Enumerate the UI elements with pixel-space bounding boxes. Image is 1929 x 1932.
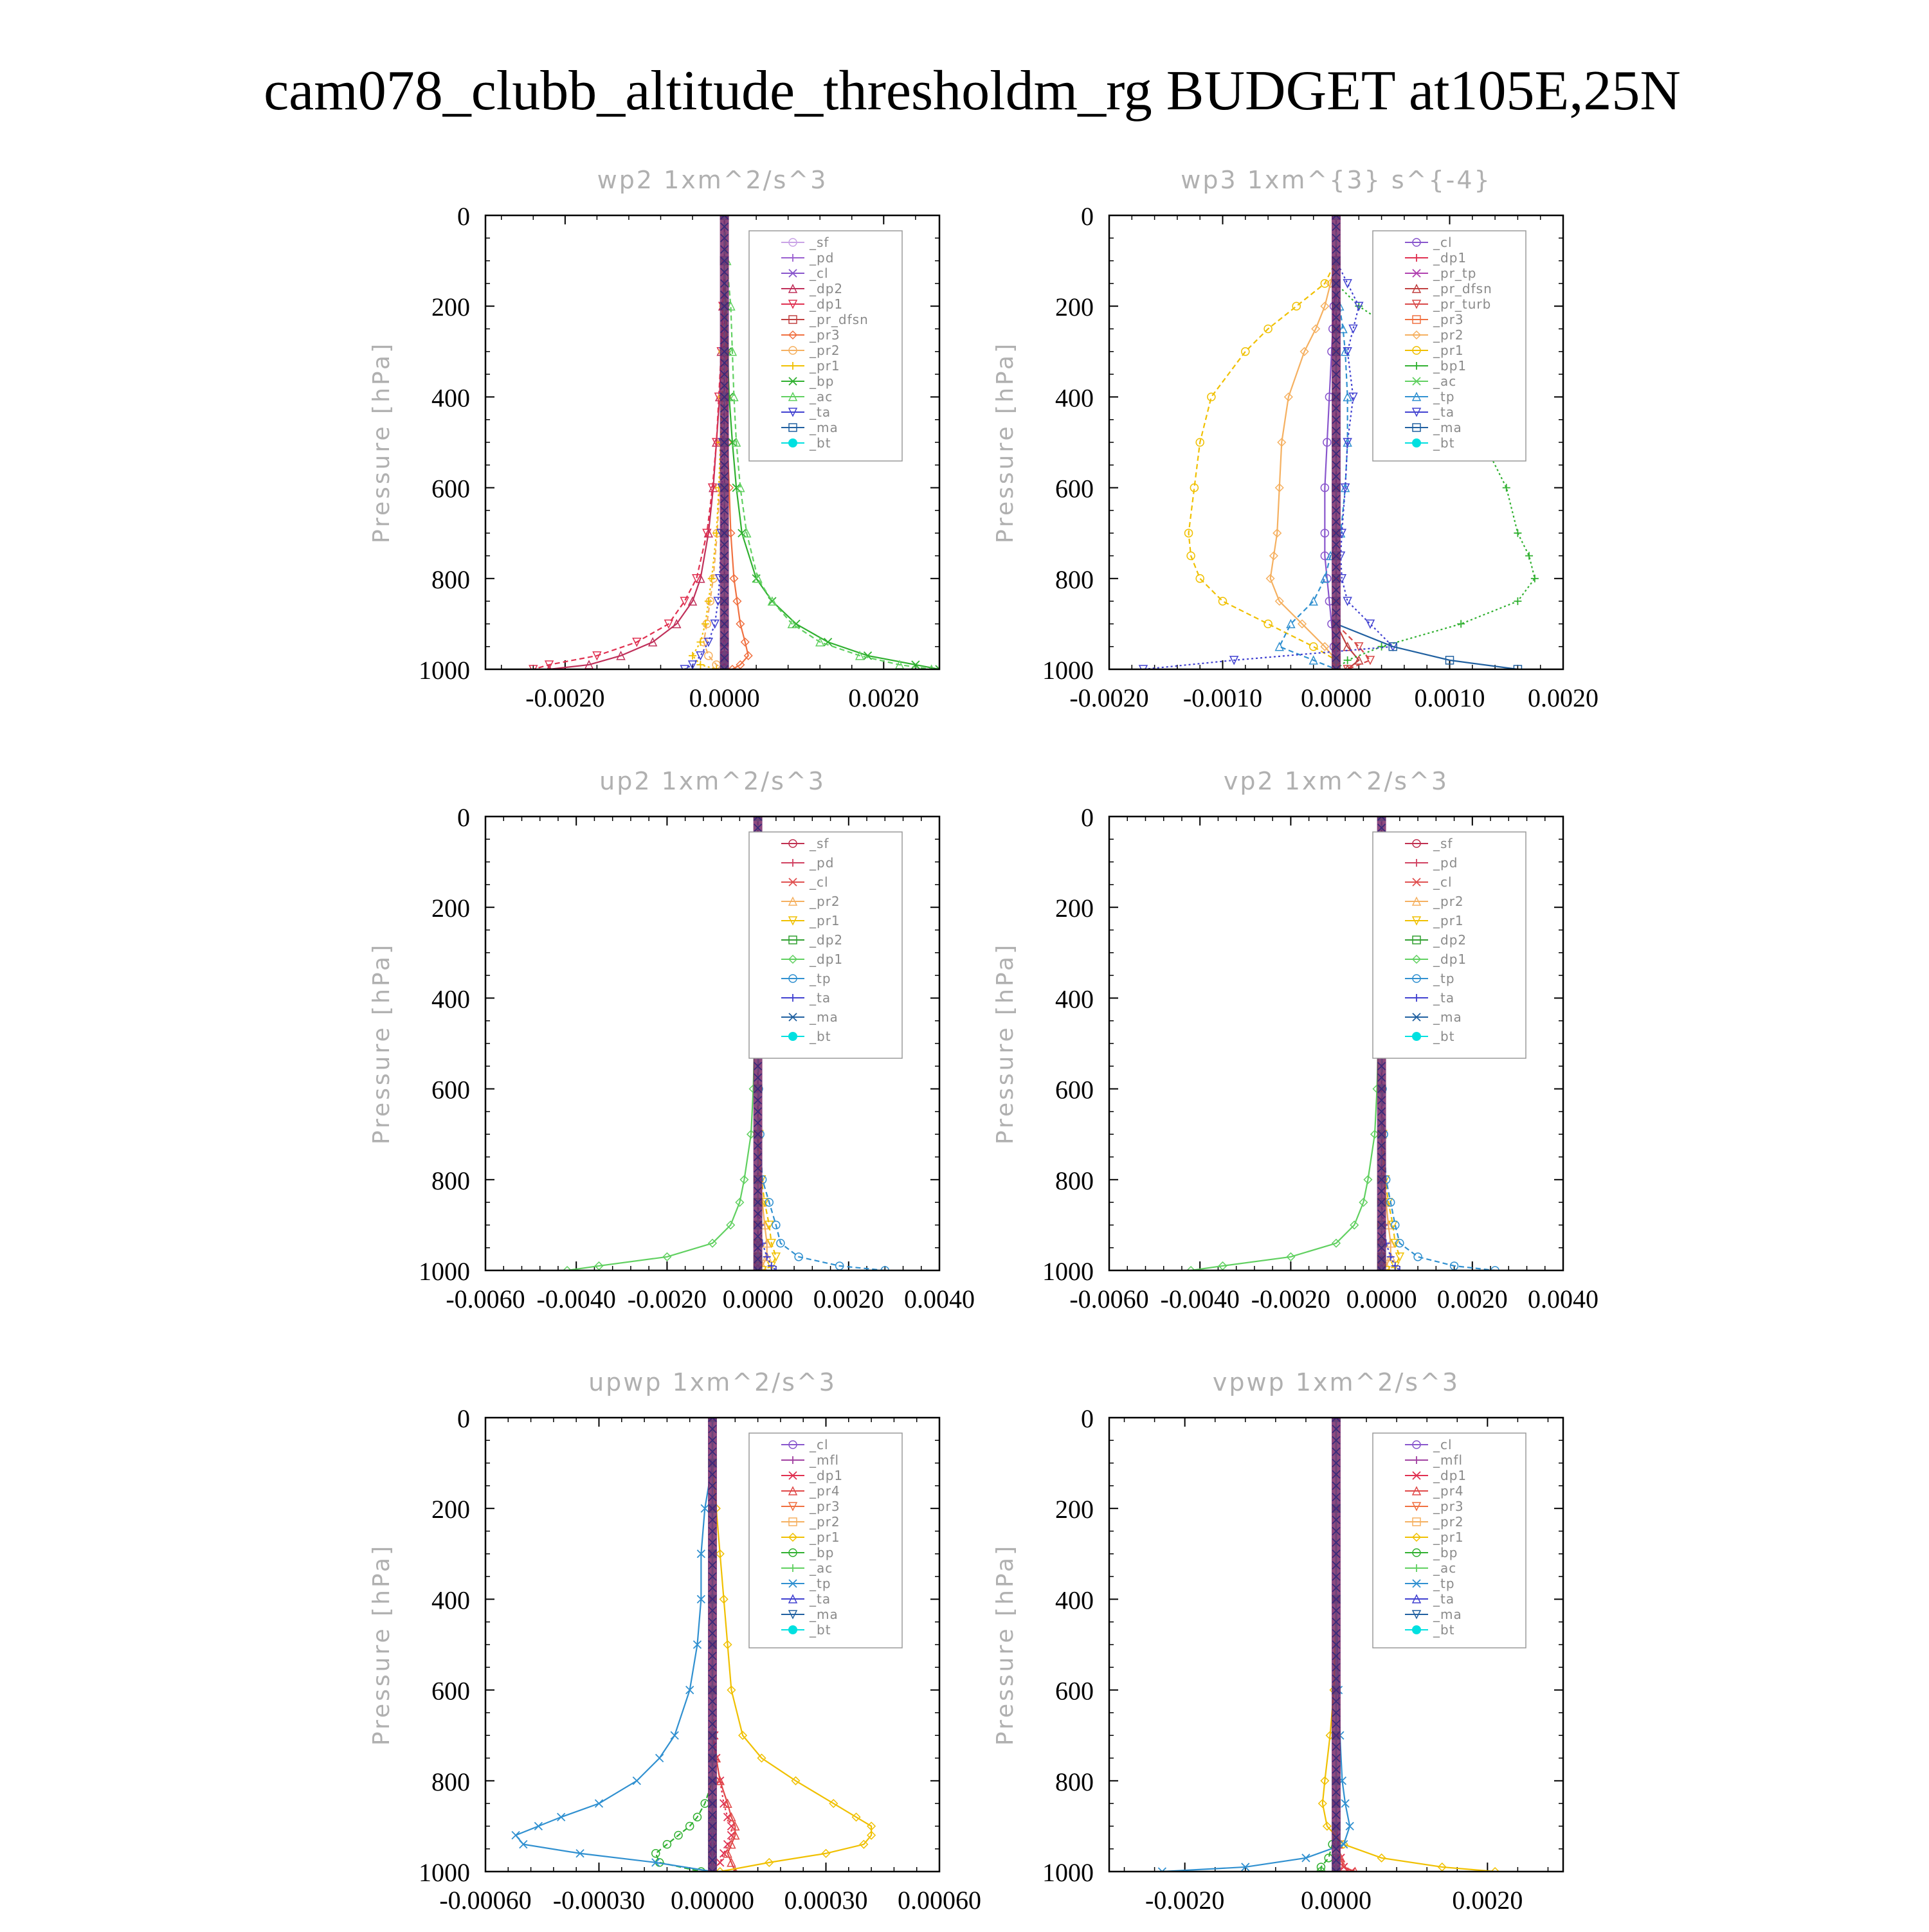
series-line-pr1 (1189, 215, 1336, 669)
legend-label: _ma (1433, 1009, 1462, 1025)
x-tick-label: -0.0020 (525, 683, 605, 712)
data-point (1514, 529, 1521, 537)
x-tick-label: 0.00030 (784, 1886, 868, 1915)
legend-label: _bp1 (1433, 358, 1467, 374)
legend-label: _pr3 (810, 1499, 840, 1514)
data-point (1531, 575, 1539, 582)
data-point (702, 620, 709, 627)
y-tick-label: 1000 (419, 1257, 470, 1286)
data-point (1325, 1854, 1332, 1862)
legend-label: _tp (1433, 389, 1455, 404)
series-line-pr_turb (1336, 215, 1370, 669)
data-point (1525, 552, 1533, 560)
x-tick-label: 0.00000 (671, 1886, 754, 1915)
legend-label: _dp2 (1433, 932, 1467, 948)
chart-panel-2 (992, 166, 1598, 712)
legend-label: _pr4 (1433, 1483, 1464, 1499)
y-tick-label: 400 (1055, 383, 1094, 413)
legend-label: _tp (810, 971, 831, 986)
legend-label: _dp1 (1433, 250, 1467, 266)
legend-label: _pr2 (810, 1514, 840, 1530)
y-axis-label: Pressure [hPa] (992, 1543, 1019, 1746)
legend (749, 832, 902, 1058)
x-tick-label: 0.0020 (848, 683, 919, 712)
x-tick-label: -0.0020 (1145, 1886, 1225, 1915)
legend-label: _pr2 (810, 343, 840, 358)
x-tick-label: -0.00030 (552, 1886, 646, 1915)
legend-label: _sf (1433, 836, 1453, 851)
panel-title: vpwp 1xm^2/s^3 (1212, 1368, 1460, 1396)
chart-panel-1 (368, 166, 943, 712)
x-tick-label: -0.0020 (1069, 683, 1149, 712)
legend-label: _pr_dfsn (810, 312, 869, 327)
legend (1373, 1433, 1526, 1648)
legend (1373, 832, 1526, 1058)
legend-label: _pr1 (1433, 913, 1464, 928)
y-axis-label: Pressure [hPa] (368, 942, 395, 1145)
legend-label: _pd (810, 250, 835, 266)
data-point (534, 1822, 542, 1830)
data-point (696, 652, 704, 660)
data-point (696, 638, 704, 646)
y-tick-label: 600 (1055, 1075, 1094, 1105)
y-tick-label: 0 (457, 803, 470, 832)
data-point (716, 1859, 724, 1866)
legend-label: _pr2 (810, 894, 840, 909)
y-tick-label: 200 (1055, 293, 1094, 322)
legend-label: _ac (810, 389, 833, 404)
data-point (1292, 302, 1300, 310)
legend-label: _bp (1433, 1545, 1458, 1560)
y-tick-label: 400 (431, 984, 470, 1014)
chart-panel-3 (368, 767, 975, 1314)
x-tick-label: -0.0060 (1069, 1285, 1149, 1314)
data-point (1396, 1253, 1404, 1261)
legend (1373, 231, 1526, 461)
x-tick-label: 0.0000 (722, 1285, 793, 1314)
y-tick-label: 400 (431, 383, 470, 413)
chart-panel-5 (368, 1368, 981, 1915)
chart-panel-4 (992, 767, 1598, 1314)
legend-label: _sf (810, 235, 829, 250)
y-tick-label: 0 (457, 1404, 470, 1433)
chart-panel-6 (992, 1368, 1563, 1915)
y-tick-label: 600 (431, 1075, 470, 1105)
legend-label: _tp (1433, 971, 1455, 986)
data-point (708, 575, 716, 582)
figure-title: cam078_clubb_altitude_thresholdm_rg BUDGET at105E,25N (264, 60, 1681, 122)
x-tick-label: 0.0020 (1452, 1886, 1523, 1915)
data-point (1457, 620, 1465, 627)
legend-label: _ta (1433, 404, 1455, 420)
y-axis-label: Pressure [hPa] (992, 942, 1019, 1145)
x-tick-label: -0.0010 (1182, 683, 1263, 712)
y-tick-label: 200 (431, 1495, 470, 1524)
legend-marker (1412, 438, 1421, 447)
y-axis-label: Pressure [hPa] (368, 341, 395, 544)
legend-label: _bt (810, 1622, 831, 1638)
y-tick-label: 1000 (419, 1858, 470, 1887)
x-tick-label: 0.0020 (1528, 683, 1598, 712)
y-tick-label: 1000 (419, 656, 470, 685)
y-tick-label: 600 (431, 1676, 470, 1706)
legend-label: _dp1 (810, 952, 844, 967)
legend-label: _pr2 (1433, 894, 1464, 909)
x-tick-label: 0.0020 (1436, 1285, 1508, 1314)
legend-label: _dp1 (1433, 952, 1467, 967)
y-tick-label: 600 (1055, 1676, 1094, 1706)
legend-label: _cl (810, 874, 829, 890)
series-line-dp1 (533, 215, 724, 669)
legend-label: _dp1 (810, 296, 844, 312)
legend-label: _ma (810, 1009, 838, 1025)
legend-label: _ac (810, 1560, 833, 1576)
legend-label: _pd (1433, 855, 1458, 871)
legend-label: _pr_dfsn (1433, 281, 1492, 296)
legend-label: _ac (1433, 374, 1457, 389)
legend-label: _pr2 (1433, 1514, 1464, 1530)
legend-label: _tp (810, 1576, 831, 1591)
y-tick-label: 200 (431, 293, 470, 322)
y-tick-label: 0 (1081, 202, 1094, 231)
series-line-dp1 (1191, 817, 1382, 1270)
y-tick-label: 800 (1055, 1166, 1094, 1195)
x-tick-label: 0.0000 (1301, 1886, 1372, 1915)
series-line-tp (1162, 1418, 1350, 1872)
x-tick-label: -0.0020 (627, 1285, 707, 1314)
y-tick-label: 400 (1055, 1585, 1094, 1615)
data-point (1503, 484, 1510, 492)
y-tick-label: 1000 (1042, 1257, 1094, 1286)
legend-label: _bt (810, 1029, 831, 1044)
legend-label: _ta (1433, 990, 1455, 1006)
legend-label: _cl (1433, 235, 1453, 250)
y-tick-label: 800 (431, 564, 470, 594)
legend-label: _dp1 (810, 1468, 844, 1483)
series-line-tp (516, 1418, 712, 1872)
y-tick-label: 600 (1055, 474, 1094, 503)
x-tick-label: 0.0010 (1414, 683, 1485, 712)
x-tick-label: 0.0040 (904, 1285, 975, 1314)
x-tick-label: -0.00060 (439, 1886, 532, 1915)
data-point (512, 1832, 520, 1839)
data-point (1344, 280, 1352, 287)
data-point (671, 1731, 678, 1739)
data-point (1264, 620, 1272, 627)
data-point (557, 1813, 565, 1821)
x-tick-label: -0.0060 (446, 1285, 525, 1314)
panel-title: wp3 1xm^{3} s^{-4} (1181, 166, 1492, 194)
legend-label: _bt (810, 435, 831, 451)
legend-label: _cl (810, 1437, 829, 1452)
legend-label: _mfl (1433, 1452, 1463, 1468)
legend-label: _ma (1433, 420, 1462, 435)
series-line-bp (656, 1418, 712, 1872)
data-point (595, 1800, 603, 1807)
data-point (705, 652, 712, 660)
series-line-dp1 (567, 817, 758, 1270)
legend-label: _bt (1433, 435, 1455, 451)
legend-label: _pr2 (1433, 327, 1464, 343)
x-tick-label: -0.0040 (536, 1285, 616, 1314)
legend (749, 1433, 902, 1648)
x-tick-label: 0.0000 (1301, 683, 1372, 712)
legend-label: _dp1 (1433, 1468, 1467, 1483)
data-point (652, 1850, 660, 1857)
legend-label: _pr_tp (1433, 266, 1477, 281)
x-tick-label: 0.0020 (813, 1285, 884, 1314)
series-line-ta (1143, 215, 1393, 669)
data-point (633, 1777, 640, 1785)
data-point (1340, 1841, 1348, 1848)
y-tick-label: 200 (431, 894, 470, 923)
y-tick-label: 200 (1055, 894, 1094, 923)
x-tick-label: 0.0000 (1346, 1285, 1417, 1314)
y-tick-label: 800 (431, 1166, 470, 1195)
legend (749, 231, 902, 461)
y-tick-label: 400 (431, 1585, 470, 1615)
legend-marker (1412, 1032, 1421, 1041)
legend-label: _pr1 (810, 1530, 840, 1545)
data-point (1366, 620, 1374, 627)
legend-marker (788, 438, 797, 447)
legend-label: _pr1 (1433, 1530, 1464, 1545)
data-point (689, 652, 696, 660)
legend-label: _ta (810, 990, 831, 1006)
legend-label: _ma (810, 420, 838, 435)
legend-label: _cl (1433, 874, 1453, 890)
legend-marker (788, 1032, 797, 1041)
legend-label: _ta (810, 1591, 831, 1607)
legend-label: _ac (1433, 1560, 1457, 1576)
y-axis-label: Pressure [hPa] (992, 341, 1019, 544)
legend-label: _dp2 (810, 281, 844, 296)
legend-label: _pr1 (1433, 343, 1464, 358)
y-tick-label: 200 (1055, 1495, 1094, 1524)
y-tick-label: 0 (457, 202, 470, 231)
legend-label: _ta (1433, 1591, 1455, 1607)
legend-label: _pr_turb (1433, 296, 1492, 312)
legend-label: _pr1 (810, 358, 840, 374)
x-tick-label: 0.0040 (1528, 1285, 1598, 1314)
legend-label: _bt (1433, 1029, 1455, 1044)
legend-label: _ma (810, 1607, 838, 1622)
legend-label: _pr4 (810, 1483, 840, 1499)
legend-label: _ta (810, 404, 831, 420)
data-point (1387, 1253, 1395, 1261)
legend-label: _sf (810, 836, 829, 851)
panel-title: upwp 1xm^2/s^3 (588, 1368, 837, 1396)
data-point (1310, 643, 1318, 651)
data-point (772, 1253, 780, 1261)
data-point (763, 1253, 771, 1261)
y-tick-label: 0 (1081, 1404, 1094, 1433)
legend-label: _dp2 (810, 932, 844, 948)
y-tick-label: 0 (1081, 803, 1094, 832)
legend-marker (1412, 1625, 1421, 1634)
y-axis-label: Pressure [hPa] (368, 1543, 395, 1746)
legend-label: _pr1 (810, 913, 840, 928)
y-tick-label: 1000 (1042, 1858, 1094, 1887)
legend-label: _mfl (810, 1452, 840, 1468)
data-point (696, 661, 704, 669)
x-tick-label: -0.0020 (1251, 1285, 1331, 1314)
y-tick-label: 800 (1055, 564, 1094, 594)
legend-label: _bp (810, 374, 835, 389)
legend-label: _bt (1433, 1622, 1455, 1638)
data-point (1276, 643, 1283, 651)
x-tick-label: 0.00060 (898, 1886, 981, 1915)
legend-label: _tp (1433, 1576, 1455, 1591)
y-tick-label: 800 (1055, 1767, 1094, 1796)
legend-label: _cl (1433, 1437, 1453, 1452)
legend-marker (788, 1625, 797, 1634)
x-tick-label: 0.0000 (689, 683, 760, 712)
panel-title: vp2 1xm^2/s^3 (1223, 767, 1449, 795)
legend-label: _ma (1433, 1607, 1462, 1622)
y-tick-label: 1000 (1042, 656, 1094, 685)
panel-title: wp2 1xm^2/s^3 (597, 166, 828, 194)
data-point (1196, 575, 1204, 582)
legend-label: _pr3 (810, 327, 840, 343)
legend-label: _bp (810, 1545, 835, 1560)
y-tick-label: 800 (431, 1767, 470, 1796)
panel-title: up2 1xm^2/s^3 (599, 767, 826, 795)
legend-label: _pr3 (1433, 312, 1464, 327)
legend-label: _cl (810, 266, 829, 281)
y-tick-label: 400 (1055, 984, 1094, 1014)
data-point (656, 1755, 664, 1762)
data-point (705, 597, 712, 605)
series-line-dp2 (549, 215, 724, 669)
data-point (1219, 597, 1227, 605)
legend-label: _pr3 (1433, 1499, 1464, 1514)
x-tick-label: -0.0040 (1160, 1285, 1240, 1314)
y-tick-label: 600 (431, 474, 470, 503)
legend-label: _pd (810, 855, 835, 871)
